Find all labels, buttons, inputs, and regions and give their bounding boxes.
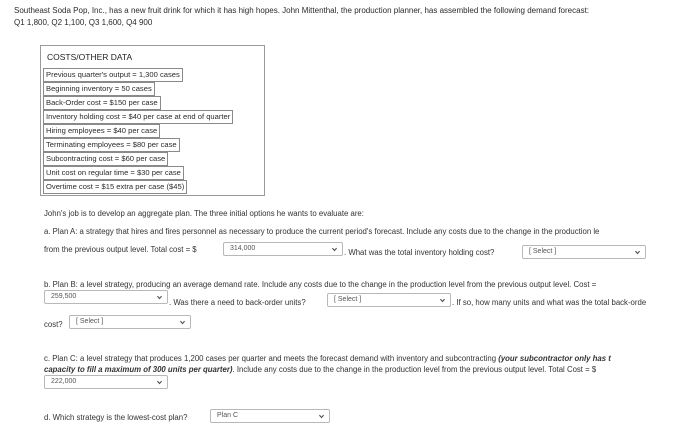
- plan-b-cost-dropdown[interactable]: [44, 290, 168, 304]
- cost-row: Inventory holding cost = $40 per case at end of quarter: [43, 110, 233, 124]
- plan-c-capacity-note: capacity to fill a maximum of 300 units per quarter): [44, 365, 233, 374]
- plan-b-backorder-question: . Was there a need to back-order units?: [169, 298, 306, 307]
- plan-b-backorder-dropdown[interactable]: [327, 293, 451, 307]
- intro-line-1: Southeast Soda Pop, Inc., has a new fruit drink for which it has high hopes. John Mittenthal, the production planner, has assembled the following demand forecast:: [14, 6, 590, 15]
- plan-a-description: a. Plan A: a strategy that hires and fires personnel as necessary to produce the current period's forecast. Include any costs due to the change in the production le: [44, 227, 600, 236]
- chevron-down-icon: [318, 413, 325, 420]
- cost-row: Back-Order cost = $150 per case: [43, 96, 161, 110]
- costs-table-title: COSTS/OTHER DATA: [47, 52, 133, 62]
- plan-c-description: [44, 353, 611, 364]
- dropdown-value: 222,000: [51, 378, 77, 385]
- task-description: John's job is to develop an aggregate plan. The three initial options he wants to evaluate are:: [44, 209, 364, 218]
- cost-row: Unit cost on regular time = $30 per case: [43, 166, 184, 180]
- dropdown-value: [ Select ]: [334, 296, 362, 303]
- plan-a-total-cost-dropdown[interactable]: [223, 242, 343, 256]
- chevron-down-icon: [331, 246, 338, 253]
- dropdown-value: 259,500: [51, 293, 77, 300]
- plan-c-total-cost-dropdown[interactable]: [44, 375, 168, 389]
- cost-row: Hiring employees = $40 per case: [43, 124, 160, 138]
- question-d-text: d. Which strategy is the lowest-cost plan?: [44, 413, 188, 422]
- cost-row: Overtime cost = $15 extra per case ($45): [43, 180, 187, 194]
- question-d-dropdown[interactable]: [210, 409, 330, 423]
- dropdown-value: [ Select ]: [76, 318, 104, 325]
- plan-b-cost-label: cost?: [44, 320, 63, 329]
- dropdown-value: Plan C: [217, 412, 239, 419]
- plan-a-inventory-question: . What was the total inventory holding cost?: [344, 248, 495, 257]
- cost-row: Beginning inventory = 50 cases: [43, 82, 155, 96]
- dropdown-value: [ Select ]: [529, 248, 557, 255]
- cost-row: Subcontracting cost = $60 per case: [43, 152, 168, 166]
- chevron-down-icon: [156, 379, 163, 386]
- chevron-down-icon: [179, 319, 186, 326]
- plan-b-backorder-cost-dropdown[interactable]: [69, 315, 191, 329]
- dropdown-value: 314,000: [230, 245, 256, 252]
- chevron-down-icon: [634, 249, 641, 256]
- costs-table: [40, 45, 265, 196]
- plan-c-text: c. Plan C: a level strategy that produces 1,200 cases per quarter and meets the forecast demand with inventory and subcontracting: [44, 354, 499, 363]
- plan-a-total-cost-label: from the previous output level. Total cost = $: [44, 245, 197, 254]
- plan-c-description-line-2: [44, 364, 596, 375]
- plan-c-subcontractor-note: (your subcontractor only has t: [498, 354, 611, 363]
- chevron-down-icon: [156, 294, 163, 301]
- cost-row: Previous quarter's output = 1,300 cases: [43, 68, 183, 82]
- intro-demand-forecast: Q1 1,800, Q2 1,100, Q3 1,600, Q4 900: [14, 18, 153, 27]
- chevron-down-icon: [439, 297, 446, 304]
- plan-c-total-cost-label: . Include any costs due to the change in the production level from the previous output level. Total Cost = $: [232, 365, 597, 374]
- plan-b-description: b. Plan B: a level strategy, producing an average demand rate. Include any costs due to the change in the production level from the previous output level. Cost =: [44, 280, 597, 289]
- plan-a-inventory-dropdown[interactable]: [522, 245, 646, 259]
- cost-row: Terminating employees = $80 per case: [43, 138, 180, 152]
- plan-b-total-backorder-question: . If so, how many units and what was the total back-orde: [452, 298, 647, 307]
